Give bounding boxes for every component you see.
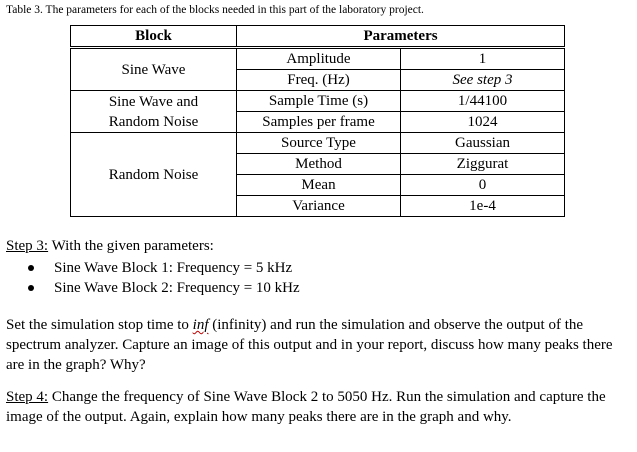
param-value: 1/44100 (401, 91, 565, 112)
param-value: Gaussian (401, 133, 565, 154)
block-name-sine-wave-and-random-noise (71, 91, 237, 133)
bullet-icon (28, 285, 34, 291)
para1-after: (infinity) and run the simulation and observe the output of the spectrum analyzer. Capture an image of this output and in your report, discuss how many peaks there are in the graph? Why? (6, 317, 613, 373)
param-name: Method (237, 154, 401, 175)
param-name: Samples per frame (237, 112, 401, 133)
param-name: Sample Time (s) (237, 91, 401, 112)
paragraph-step4 (6, 387, 632, 427)
step3-text: With the given parameters: (48, 238, 214, 254)
block-name-sine-wave (71, 48, 237, 91)
step4-label: Step 4: (6, 389, 49, 405)
block-name-random-noise (71, 133, 237, 217)
block-name-line: Random Noise (108, 113, 199, 130)
step4-text: Change the frequency of Sine Wave Block 2 to 5050 Hz. Run the simulation and capture the image of the output. Again, explain how many peaks there are in the graph and why. (6, 389, 606, 425)
bullet-text: Sine Wave Block 1: Frequency = 5 kHz (54, 260, 293, 276)
param-value: See step 3 (401, 70, 565, 91)
bullet-icon (28, 265, 34, 271)
table-header-row (71, 26, 565, 48)
bullet-text: Sine Wave Block 2: Frequency = 10 kHz (54, 280, 300, 296)
param-value: 1 (401, 48, 565, 70)
param-name: Amplitude (237, 48, 401, 70)
param-name: Freq. (Hz) (237, 70, 401, 91)
param-name: Variance (237, 196, 401, 217)
table-row (71, 91, 565, 112)
header-parameters: Parameters (237, 26, 565, 48)
block-name-line: Sine Wave and (108, 93, 199, 110)
step3-label: Step 3: (6, 238, 49, 254)
param-value: 0 (401, 175, 565, 196)
parameters-table (70, 25, 565, 217)
table-caption: Table 3. The parameters for each of the blocks needed in this part of the laboratory project. (6, 4, 424, 16)
param-name: Mean (237, 175, 401, 196)
step3-heading (6, 238, 214, 255)
paragraph-simulation (6, 315, 632, 375)
block-name-line: Sine Wave (121, 61, 186, 78)
param-value: 1024 (401, 112, 565, 133)
inf-word: inf (192, 317, 209, 333)
param-name: Source Type (237, 133, 401, 154)
para1-before: Set the simulation stop time to (6, 317, 193, 333)
list-item (28, 258, 300, 278)
frequency-list (28, 258, 300, 298)
param-value: 1e-4 (401, 196, 565, 217)
table-row (71, 48, 565, 70)
table-row (71, 133, 565, 154)
header-block: Block (71, 26, 237, 48)
param-value: Ziggurat (401, 154, 565, 175)
list-item (28, 278, 300, 298)
block-name-line: Random Noise (108, 166, 199, 183)
